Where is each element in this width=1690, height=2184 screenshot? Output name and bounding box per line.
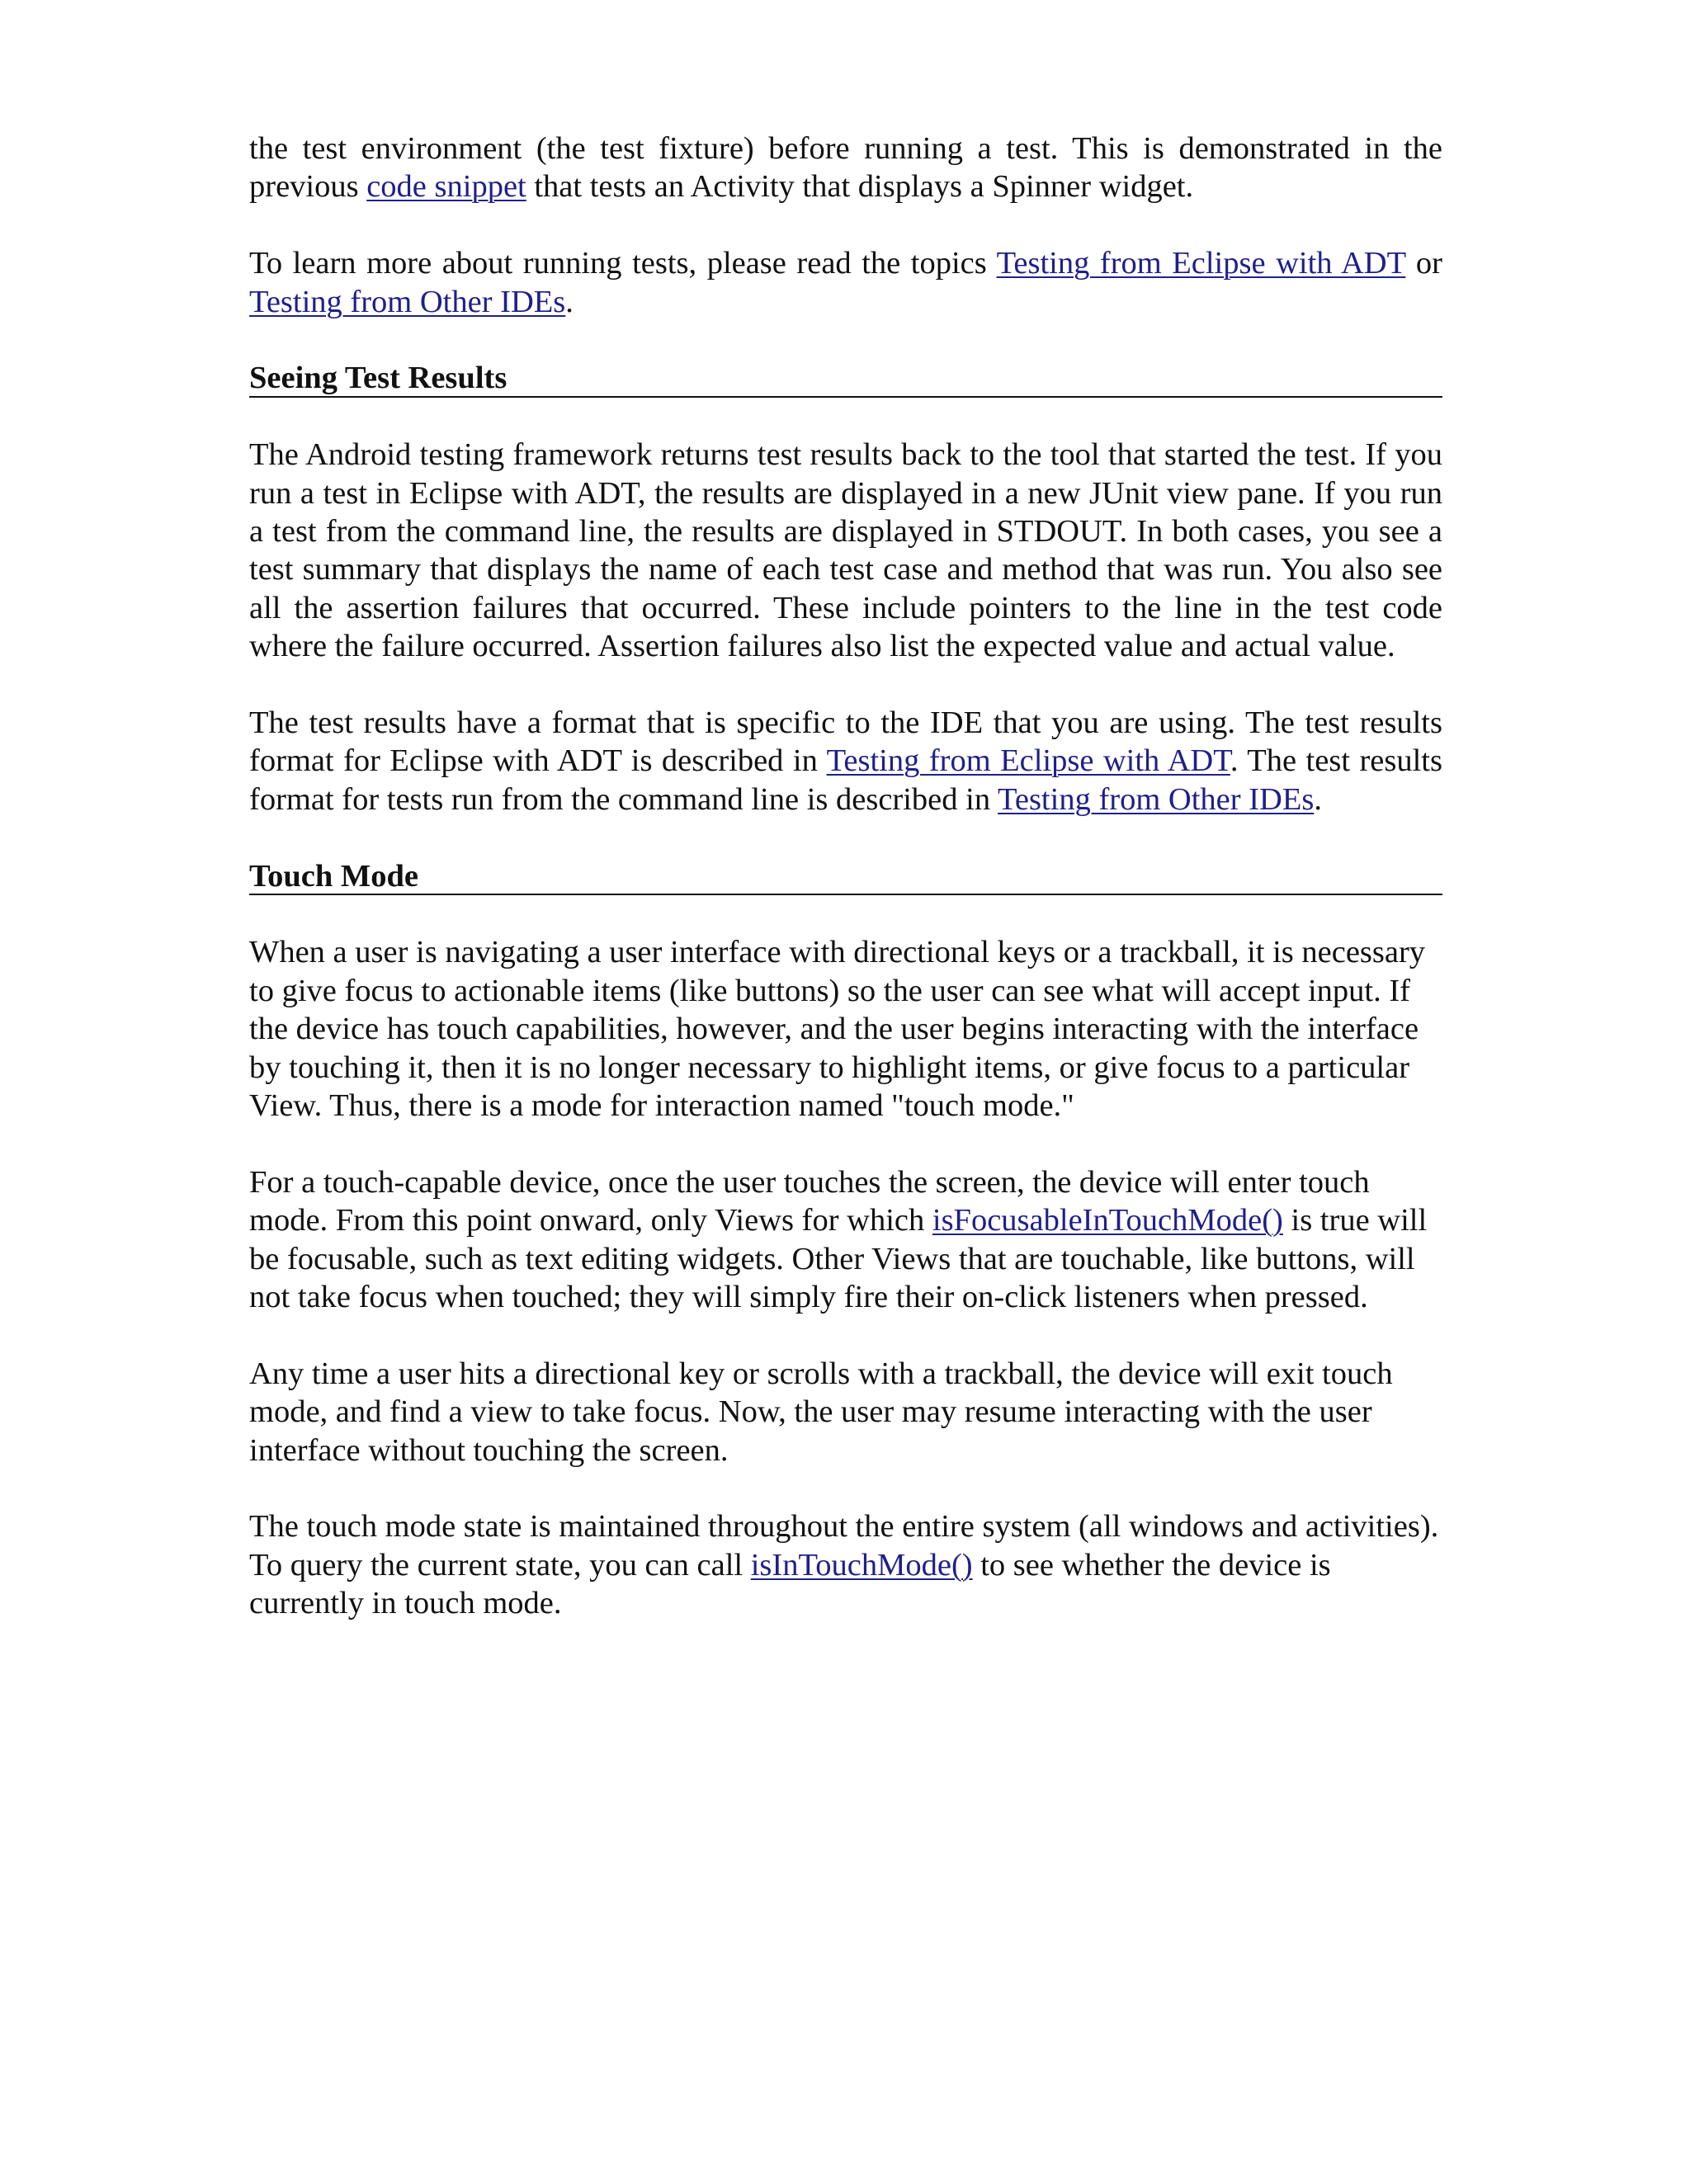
paragraph-text: the test environment (the test fixture) before running a test. This is demonstrated in the previous <box>249 131 1442 205</box>
paragraph-text: For a touch-capable device, once the user touches the screen, the device will enter touch mode. From this point onward, only Views for which <box>249 1164 1370 1238</box>
paragraph-test-results-framework: The Android testing framework returns test results back to the tool that started the test. If you run a test in Eclipse with ADT, the results are displayed in a new JUnit view pane. If you run a test from the command line, the results are displayed in STDOUT. In both cases, you see a test summary that displays the name of each test case and method that was run. You also see all the assertion failures that occurred. These include pointers to the line in the test code where the failure occurred. Assertion failures also list the expected value and actual value. <box>249 437 1442 664</box>
paragraph-text: to see whether the device is currently in touch mode. <box>249 1547 1331 1621</box>
paragraph-text: The touch mode state is maintained throughout the entire system (all windows and activities). To query the current state, you can call <box>249 1509 1439 1583</box>
paragraph-exit-touch-mode: Any time a user hits a directional key or scrolls with a trackball, the device will exit touch mode, and find a view to take focus. Now, the user may resume interacting with the user interface without touching the screen. <box>249 1356 1393 1468</box>
paragraph-text: To learn more about running tests, please read the topics <box>249 246 997 281</box>
paragraph-test-results-format <box>249 704 1442 818</box>
link-testing-eclipse-adt[interactable]: Testing from Eclipse with ADT <box>826 743 1230 779</box>
link-testing-eclipse-adt[interactable]: Testing from Eclipse with ADT <box>996 246 1406 281</box>
paragraph-touch-capable-device <box>249 1163 1442 1317</box>
link-is-focusable-in-touch-mode[interactable]: isFocusableInTouchMode() <box>932 1203 1283 1238</box>
paragraph-test-fixture <box>249 130 1442 206</box>
document-page <box>249 130 1442 1623</box>
link-code-snippet[interactable]: code snippet <box>366 169 526 205</box>
paragraph-text: or <box>1405 246 1442 281</box>
paragraph-text: . <box>565 284 574 319</box>
link-testing-other-ides[interactable]: Testing from Other IDEs <box>249 284 566 319</box>
paragraph-text: that tests an Activity that displays a Spinner widget. <box>526 169 1194 205</box>
paragraph-text: . The test results format for tests run from the command line is described in <box>249 743 1442 817</box>
link-testing-other-ides[interactable]: Testing from Other IDEs <box>998 781 1315 817</box>
paragraph-text: The test results have a format that is specific to the IDE that you are using. The test results format for Eclipse with ADT is described in <box>249 705 1442 779</box>
paragraph-text: . <box>1314 781 1322 817</box>
paragraph-running-tests <box>249 244 1442 321</box>
link-is-in-touch-mode[interactable]: isInTouchMode() <box>750 1547 973 1583</box>
heading-seeing-test-results: Seeing Test Results <box>249 359 1442 397</box>
paragraph-touch-mode-state <box>249 1507 1442 1622</box>
paragraph-touch-mode-intro: When a user is navigating a user interface with directional keys or a trackball, it is necessary to give focus to actionable items (like buttons) so the user can see what will accept input. If the device has touch capabilities, however, and the user begins interacting with the interface by touching it, then it is no longer necessary to highlight items, or give focus to a particular View. Thus, there is a mode for interaction named "touch mode." <box>249 935 1426 1124</box>
heading-touch-mode: Touch Mode <box>249 857 1442 895</box>
paragraph-text: is true will be focusable, such as text editing widgets. Other Views that are touchable, like buttons, will not take focus when touched; they will simply fire their on-click listeners when pressed. <box>249 1203 1428 1315</box>
